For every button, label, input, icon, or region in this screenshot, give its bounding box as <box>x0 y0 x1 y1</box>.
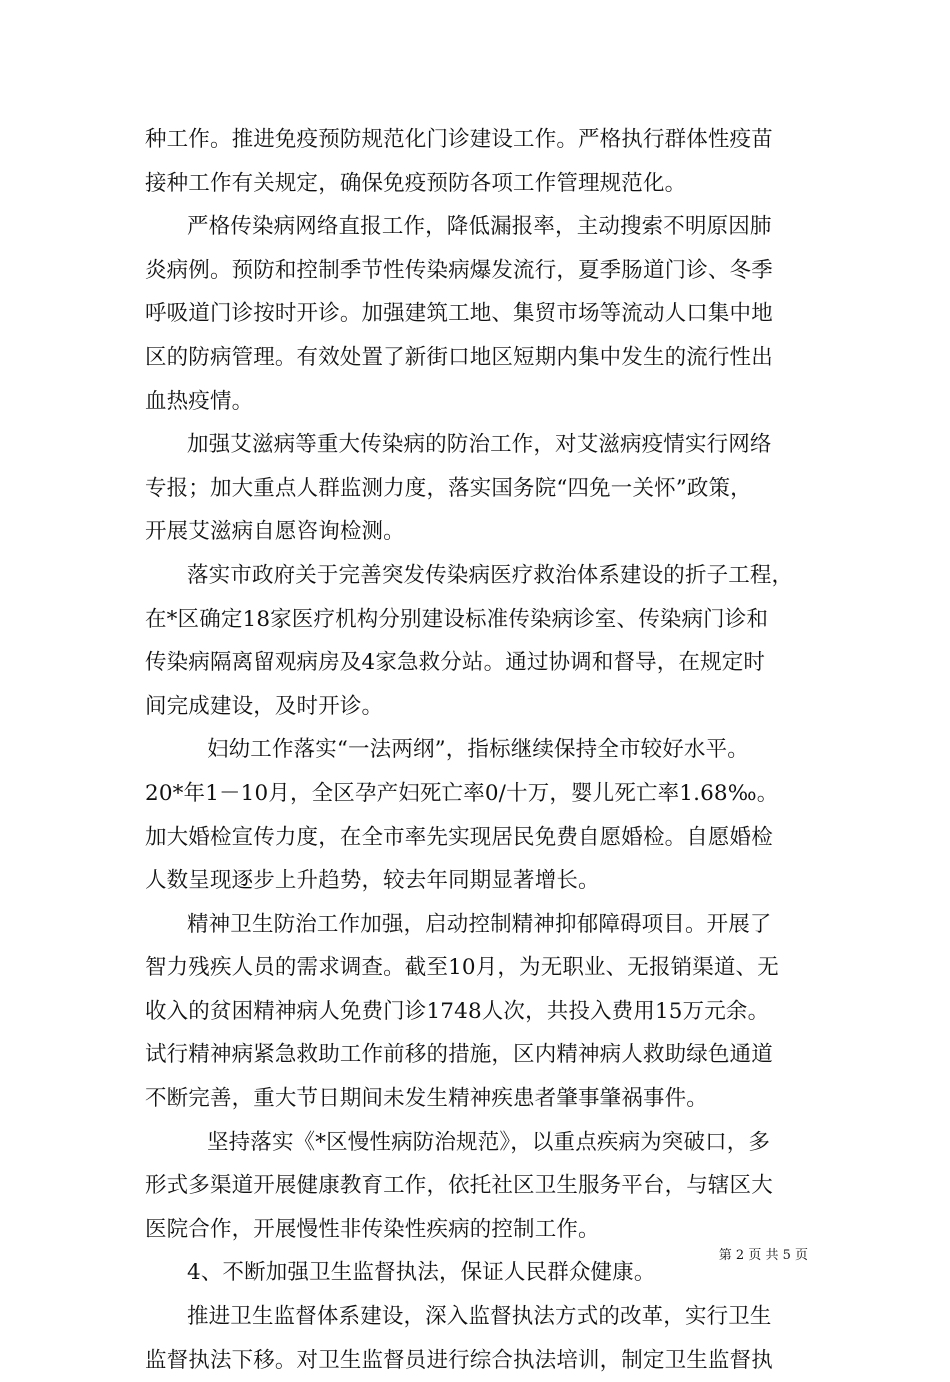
text-line: 炎病例。预防和控制季节性传染病爆发流行，夏季肠道门诊、冬季 <box>145 257 773 283</box>
text-line: 人数呈现逐步上升趋势，较去年同期显著增长。 <box>145 868 600 894</box>
text-line: 收入的贫困精神病人免费门诊1748人次，共投入费用15万元余。 <box>145 998 770 1024</box>
text-line: 区的防病管理。有效处置了新街口地区短期内集中发生的流行性出 <box>145 344 773 370</box>
text-line: 血热疫情。 <box>145 388 254 414</box>
text-line: 专报；加大重点人群监测力度，落实国务院“四免一关怀”政策， <box>145 475 752 501</box>
paragraph-start-line: 落实市政府关于完善突发传染病医疗救治体系建设的折子工程， <box>187 562 794 588</box>
paragraph-start-line: 严格传染病网络直报工作，降低漏报率，主动搜索不明原因肺 <box>187 214 772 240</box>
text-line: 传染病隔离留观病房及4家急救分站。通过协调和督导，在规定时 <box>145 650 766 676</box>
document-body <box>145 118 813 1382</box>
text-line: 种工作。推进免疫预防规范化门诊建设工作。严格执行群体性疫苗 <box>145 127 773 152</box>
paragraph-start-line: 推进卫生监督体系建设，深入监督执法方式的改革，实行卫生 <box>187 1304 772 1330</box>
paragraph-start-line: 加强艾滋病等重大传染病的防治工作，对艾滋病疫情实行网络 <box>187 432 772 458</box>
text-line: 20*年1－10月，全区孕产妇死亡率0/十万，婴儿死亡率1.68‰。 <box>145 780 779 806</box>
text-line: 不断完善，重大节日期间未发生精神疾患者肇事肇祸事件。 <box>145 1086 708 1112</box>
paragraph-start-line: 精神卫生防治工作加强，启动控制精神抑郁障碍项目。开展了 <box>187 911 772 937</box>
text-line: 智力残疾人员的需求调查。截至10月，为无职业、无报销渠道、无 <box>145 955 779 981</box>
text-line: 加大婚检宣传力度，在全市率先实现居民免费自愿婚检。自愿婚检 <box>145 824 773 850</box>
paragraph-start-line: 坚持落实《*区慢性病防治规范》，以重点疾病为突破口，多 <box>207 1129 771 1155</box>
page-number: 第 2 页 共 5 页 <box>718 1248 808 1263</box>
text-line: 医院合作，开展慢性非传染性疾病的控制工作。 <box>145 1216 600 1242</box>
text-line: 在*区确定18家医疗机构分别建设标准传染病诊室、传染病门诊和 <box>145 606 769 632</box>
section-heading: 4、不断加强卫生监督执法，保证人民群众健康。 <box>187 1260 656 1286</box>
text-line: 开展艾滋病自愿咨询检测。 <box>145 519 405 545</box>
text-line: 间完成建设，及时开诊。 <box>145 693 384 719</box>
paragraph-start-line: 妇幼工作落实“一法两纲”，指标继续保持全市较好水平。 <box>207 737 749 763</box>
text-line: 接种工作有关规定，确保免疫预防各项工作管理规范化。 <box>145 170 687 196</box>
text-line: 形式多渠道开展健康教育工作，依托社区卫生服务平台，与辖区大 <box>145 1173 773 1199</box>
text-line: 呼吸道门诊按时开诊。加强建筑工地、集贸市场等流动人口集中地 <box>145 301 773 327</box>
text-line: 试行精神病紧急救助工作前移的措施，区内精神病人救助绿色通道 <box>145 1042 773 1068</box>
text-line: 监督执法下移。对卫生监督员进行综合执法培训，制定卫生监督执 <box>145 1347 773 1373</box>
